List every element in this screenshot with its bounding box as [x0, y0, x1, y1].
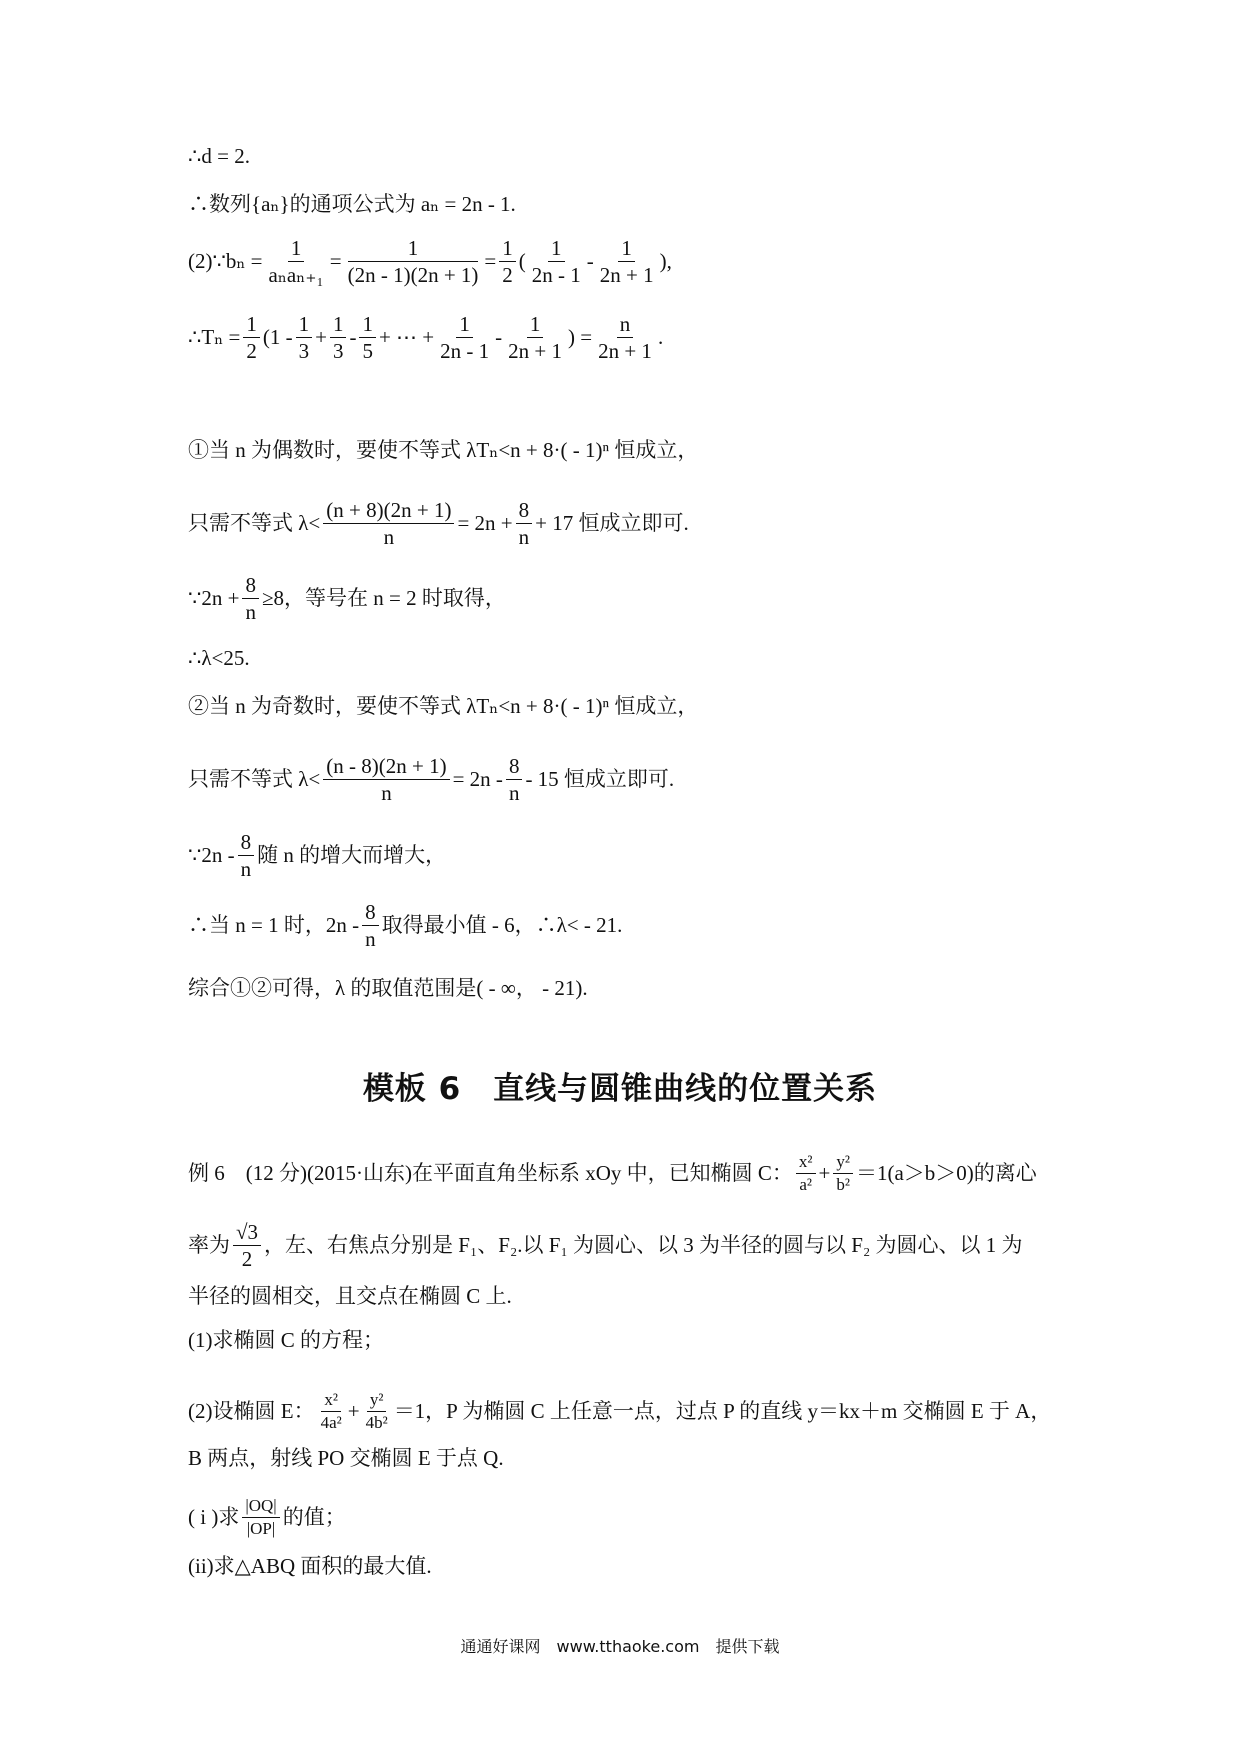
numerator: 1 [243, 312, 260, 338]
fraction [362, 900, 379, 951]
fraction [266, 236, 327, 287]
denominator: 5 [362, 339, 373, 364]
denominator: b² [836, 1174, 850, 1194]
denominator: n [365, 927, 376, 952]
text-line-monotonic [188, 830, 446, 881]
numerator: |OQ| [242, 1496, 279, 1518]
part-1-question: (1)求椭圆 C 的方程； [188, 1328, 384, 1352]
numerator: 8 [238, 830, 255, 856]
text-line-minimum [188, 900, 622, 951]
plus-sign: + [315, 325, 327, 350]
denominator: n [240, 857, 252, 882]
even-case-text: ①当 n 为偶数时，要使不等式 λTₙ<n + 8·( - 1)ⁿ 恒成立， [188, 438, 699, 462]
formula-odd-bound [188, 754, 674, 805]
monotonic-prefix: ∵2n - [188, 843, 235, 868]
inequality-suffix: - 15 恒成立即可. [525, 767, 675, 792]
example-intro: 例 6 (12 分)(2015·山东)在平面直角坐标系 xOy 中，已知椭圆 C： [188, 1160, 793, 1185]
inequality-prefix: 只需不等式 λ< [188, 511, 321, 536]
fraction [323, 754, 449, 805]
fraction [318, 1390, 345, 1432]
denominator: a² [799, 1174, 813, 1194]
fraction [359, 312, 376, 363]
fraction [233, 1220, 261, 1271]
part-ii-question: (ii)求△ABQ 面积的最大值. [188, 1554, 432, 1578]
denominator: 2 [502, 263, 513, 288]
numerator: √3 [233, 1220, 261, 1246]
fraction [833, 1152, 853, 1194]
numerator: 8 [362, 900, 379, 926]
odd-case-text: ②当 n 为奇数时，要使不等式 λTₙ<n + 8·( - 1)ⁿ 恒成立， [188, 694, 699, 718]
numerator: 1 [548, 236, 565, 262]
fraction [330, 312, 347, 363]
minimum-suffix: 取得最小值 - 6，∴λ< - 21. [381, 913, 623, 938]
ellipse-condition: ＝1(a＞b＞0)的离心 [855, 1160, 1037, 1185]
numerator: 1 [296, 312, 313, 338]
equals-sign: = [484, 249, 497, 274]
inequality-middle: = 2n + [457, 511, 513, 536]
open-paren: ( [518, 249, 526, 274]
denominator: (2n - 1)(2n + 1) [347, 263, 479, 288]
denominator: 2n - 1 [440, 339, 490, 364]
inequality-prefix: 只需不等式 λ< [188, 767, 321, 792]
numerator: y² [367, 1390, 387, 1412]
fraction [238, 830, 255, 881]
eccentricity-label: 率为 [188, 1233, 230, 1258]
fraction [363, 1390, 391, 1432]
denominator: 2 [246, 339, 257, 364]
lambda-less-25: ∴λ<25. [188, 646, 250, 670]
numerator: (n - 8)(2n + 1) [323, 754, 449, 780]
minus-sign: - [586, 249, 594, 274]
plus-sign: + [818, 1160, 831, 1185]
numerator: (n + 8)(2n + 1) [323, 498, 454, 524]
text-line-even-case [188, 440, 698, 461]
denominator: n [381, 781, 392, 806]
fraction [323, 498, 454, 549]
tn-label: ∴Tₙ = [188, 325, 241, 350]
example-line-7 [188, 1496, 346, 1538]
numerator: 1 [288, 236, 305, 262]
minus-sign: - [349, 325, 357, 350]
line-intersection-text: ＝1，P 为椭圆 C 上任意一点，过点 P 的直线 y＝kx＋m 交椭圆 E 于 A， [393, 1398, 1052, 1423]
inequality-middle: = 2n - [452, 767, 503, 792]
numerator: 1 [456, 312, 473, 338]
ray-text: B 两点，射线 PO 交椭圆 E 于点 Q. [188, 1446, 504, 1470]
sum-close: ) = [568, 325, 593, 350]
example-line-6 [188, 1448, 504, 1469]
am-gm-suffix: ≥8，等号在 n = 2 时取得， [261, 586, 506, 611]
denominator: 2n - 1 [531, 263, 581, 288]
example-line-4 [188, 1330, 384, 1351]
denominator: 2n + 1 [599, 263, 654, 288]
numerator: 1 [348, 236, 479, 262]
denominator: n [245, 600, 256, 625]
am-gm-prefix: ∵2n + [188, 586, 240, 611]
denominator: |OP| [246, 1518, 276, 1538]
fraction [595, 312, 655, 363]
period: . [657, 325, 664, 350]
formula-bn [188, 236, 672, 287]
numerator: 1 [618, 236, 635, 262]
fraction [529, 236, 584, 287]
fraction [242, 1496, 279, 1538]
example-line-1 [188, 1152, 1037, 1194]
numerator: x² [321, 1390, 341, 1412]
fraction [796, 1152, 816, 1194]
numerator: 1 [330, 312, 347, 338]
fraction [506, 754, 523, 805]
monotonic-suffix: 随 n 的增大而增大， [257, 843, 447, 868]
numerator: 1 [527, 312, 544, 338]
denominator: aₙaₙ₊₁ [268, 263, 324, 288]
fraction [437, 312, 492, 363]
circle-intersection-text: 半径的圆相交，且交点在椭圆 C 上. [188, 1284, 512, 1308]
minimum-prefix: ∴当 n = 1 时，2n - [188, 913, 360, 938]
numerator: 1 [359, 312, 376, 338]
inequality-suffix: + 17 恒成立即可. [535, 511, 689, 536]
equals-sign: = [329, 249, 342, 274]
sum-open: (1 - [262, 325, 293, 350]
fraction [597, 236, 657, 287]
formula-even-bound [188, 498, 689, 549]
numerator: 1 [499, 236, 516, 262]
part-i-suffix: 的值； [282, 1504, 346, 1529]
fraction [516, 498, 533, 549]
text-line-odd-case [188, 696, 698, 717]
text-line-am-gm [188, 573, 506, 624]
foci-description: ，左、右焦点分别是 F₁、F₂.以 F₁ 为圆心、以 3 为半径的圆与以 F₂ 为圆心、以 1 为 [264, 1233, 1023, 1258]
example-line-8 [188, 1556, 432, 1577]
close-paren: ) [659, 249, 667, 274]
denominator: 2 [241, 1247, 253, 1272]
numerator: 8 [242, 573, 259, 599]
example-line-3 [188, 1286, 512, 1307]
ellipsis: + ⋯ + [378, 325, 435, 350]
comma: , [666, 249, 672, 274]
denominator: 4a² [320, 1412, 342, 1432]
denominator: n [508, 781, 520, 806]
fraction [296, 312, 313, 363]
fraction [505, 312, 565, 363]
denominator: 3 [298, 339, 310, 364]
example-line-5 [188, 1390, 1051, 1432]
denominator: n [383, 525, 395, 550]
denominator: 2n + 1 [598, 339, 652, 364]
fraction [345, 236, 482, 287]
part-2-intro: (2)设椭圆 E： [188, 1398, 315, 1423]
denominator: n [518, 525, 530, 550]
plus-sign: + [347, 1398, 360, 1423]
fraction [243, 312, 260, 363]
numerator: 8 [516, 498, 533, 524]
text-line-conclusion [188, 978, 588, 999]
bn-label: (2)∵bₙ = [188, 249, 263, 274]
denominator: 3 [332, 339, 344, 364]
d-equals-2: ∴d = 2. [188, 144, 250, 168]
fraction [242, 573, 259, 624]
numerator: y² [833, 1152, 853, 1174]
text-line-lambda-25 [188, 648, 250, 669]
numerator: 8 [506, 754, 523, 780]
fraction [499, 236, 516, 287]
denominator: 2n + 1 [508, 339, 562, 364]
text-line-d [188, 146, 250, 167]
section-title: 模板 6 直线与圆锥曲线的位置关系 [362, 1071, 878, 1107]
general-term-formula: ∴数列{aₙ}的通项公式为 aₙ = 2n - 1. [188, 192, 516, 216]
formula-tn [188, 312, 663, 363]
numerator: n [617, 312, 634, 338]
footer-source: 通通好课网 www.tthaoke.com 提供下载 [460, 1637, 780, 1656]
example-line-2 [188, 1220, 1023, 1271]
text-line-general-term [188, 194, 516, 215]
lambda-range: 综合①②可得，λ 的取值范围是( - ∞， - 21). [188, 976, 588, 1000]
denominator: 4b² [365, 1412, 388, 1432]
part-i-prefix: ( i )求 [188, 1504, 240, 1529]
numerator: x² [796, 1152, 816, 1174]
minus-sign: - [495, 325, 503, 350]
